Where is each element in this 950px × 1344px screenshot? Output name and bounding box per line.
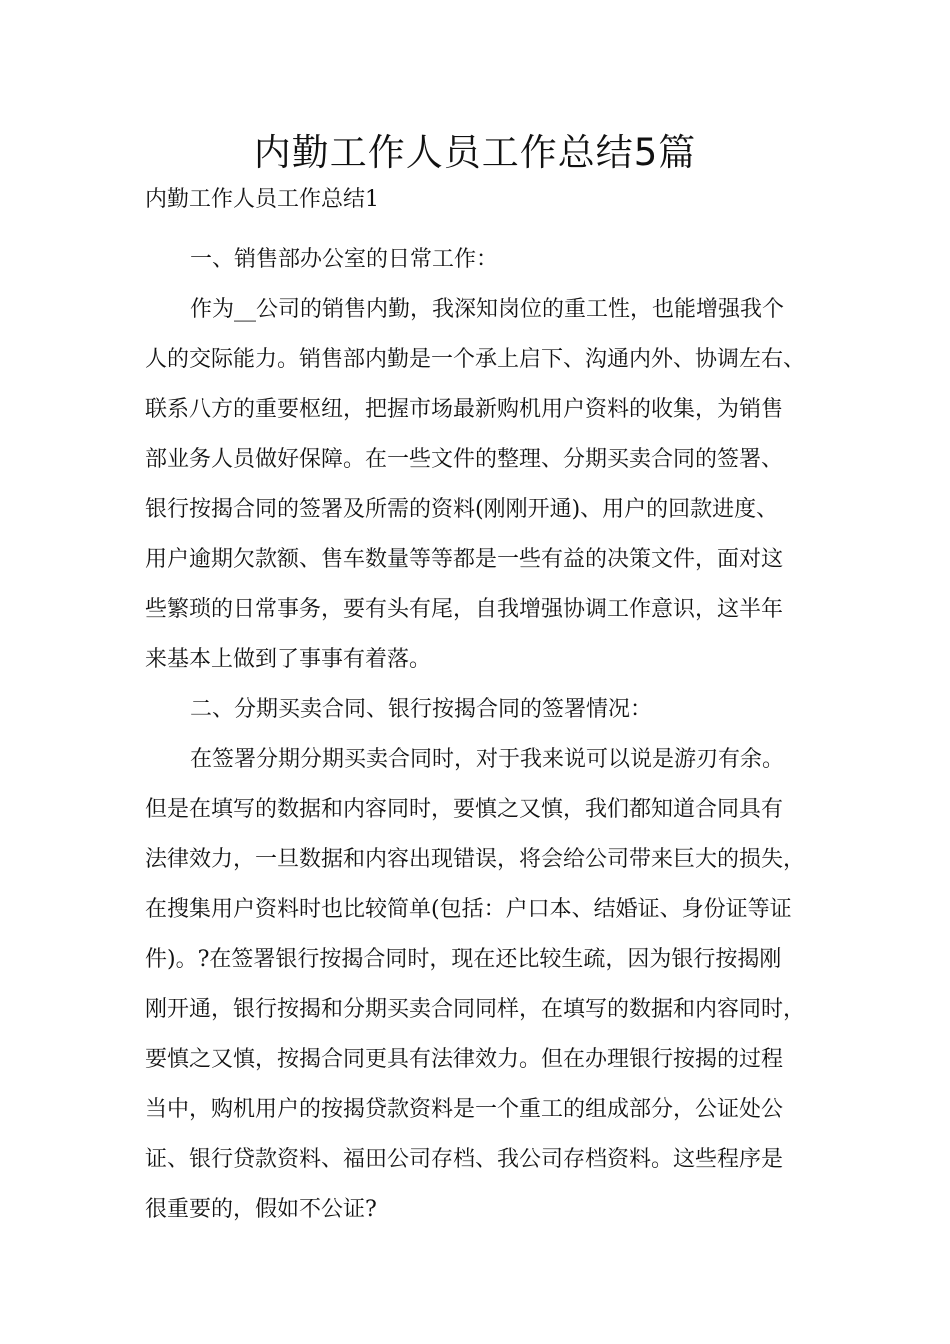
paragraph-2-line: 要慎之又慎，按揭合同更具有法律效力。但在办理银行按揭的过程: [145, 1047, 784, 1072]
paragraph-1-line: 作为__公司的销售内勤，我深知岗位的重工性，也能增强我个: [190, 297, 785, 322]
paragraph-2-line: 在搜集用户资料时也比较简单(包括：户口本、结婚证、身份证等证: [145, 897, 792, 922]
paragraph-1-line: 些繁琐的日常事务，要有头有尾，自我增强协调工作意识，这半年: [145, 597, 784, 622]
paragraph-2: [145, 735, 815, 1235]
paragraph-1-line: 人的交际能力。销售部内勤是一个承上启下、沟通内外、协调左右、: [145, 347, 806, 372]
paragraph-1-line: 来基本上做到了事事有着落。: [145, 647, 432, 672]
paragraph-2-line: 在签署分期分期买卖合同时，对于我来说可以说是游刃有余。: [190, 747, 785, 772]
section-heading-2: 二、分期买卖合同、银行按揭合同的签署情况：: [190, 697, 653, 722]
paragraph-2-line: 很重要的，假如不公证?: [145, 1197, 377, 1222]
paragraph-2-line: 但是在填写的数据和内容同时，要慎之又慎，我们都知道合同具有: [145, 797, 784, 822]
paragraph-1-line: 联系八方的重要枢纽，把握市场最新购机用户资料的收集，为销售: [145, 397, 784, 422]
document-subtitle: 内勤工作人员工作总结1: [145, 187, 379, 212]
paragraph-1-line: 用户逾期欠款额、售车数量等等都是一些有益的决策文件，面对这: [145, 547, 784, 572]
document-body: [145, 235, 815, 1235]
paragraph-2-line: 刚开通，银行按揭和分期买卖合同同样，在填写的数据和内容同时，: [145, 997, 806, 1022]
paragraph-2-line: 件)。?在签署银行按揭合同时，现在还比较生疏，因为银行按揭刚: [145, 947, 782, 972]
document-title: 内勤工作人员工作总结5篇: [253, 131, 697, 174]
paragraph-1-line: 银行按揭合同的签署及所需的资料(刚刚开通)、用户的回款进度、: [145, 497, 779, 522]
paragraph-2-line: 当中，购机用户的按揭贷款资料是一个重工的组成部分，公证处公: [145, 1097, 784, 1122]
paragraph-2-line: 法律效力，一旦数据和内容出现错误，将会给公司带来巨大的损失，: [145, 847, 806, 872]
paragraph-1-line: 部业务人员做好保障。在一些文件的整理、分期买卖合同的签署、: [145, 447, 784, 472]
paragraph-2-line: 证、银行贷款资料、福田公司存档、我公司存档资料。这些程序是: [145, 1147, 784, 1172]
section-heading-1: 一、销售部办公室的日常工作：: [190, 247, 499, 272]
paragraph-1: [145, 285, 815, 685]
